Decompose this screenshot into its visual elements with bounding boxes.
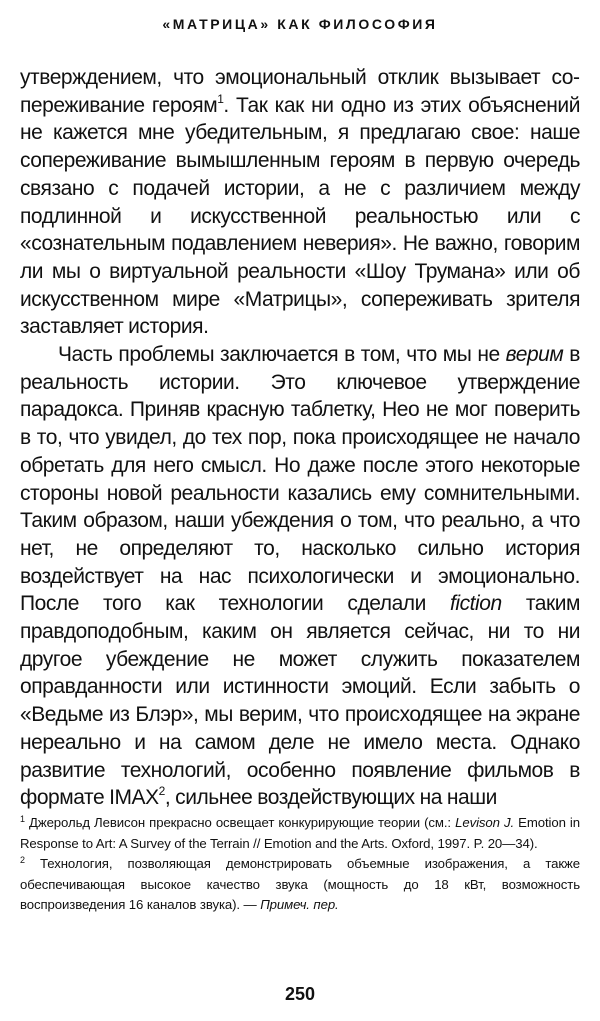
footnote-1-text-a: Джерольд Левисон прекрасно освещает конкурирующие теории (см.: xyxy=(29,815,456,830)
paragraph-2-text-b: в реальность истории. Это ключевое утверждение парадокса. Приняв красную таблетку, Нео не мог поверить в то, что увидел, до тех пор, пока происходящее не начало обретать для него смысл. Но даже после этого некоторые стороны новой реальности казались ему сомнительными. Таким образом, наши убеждения о том, что реально, а что нет, не определяют то, насколько сильно история воздействует на нас психологически и эмоционально. После того как технологии сделали xyxy=(20,343,580,616)
footnote-1 xyxy=(20,813,580,854)
footnote-2-number: 2 xyxy=(20,855,25,865)
footnote-2-text-a: Технология, позволяющая демонстрировать объемные изображения, а также обеспечивающая высокое качество звука (мощность до 18 кВт, возможность воспроизведения 16 каналов звука). — xyxy=(20,856,580,912)
paragraph-1 xyxy=(20,64,580,341)
emphasis-fiction: fiction xyxy=(450,592,502,616)
main-text xyxy=(20,64,580,812)
paragraph-2-text-c: таким правдоподобным, каким он является сейчас, ни то ни другое убеждение не может служить показателем оправданности или истинности эмоций. Если забыть о «Ведьме из Блэр», мы верим, что происходящее на экране нереально и на самом деле не имело места. Однако развитие технологий, особенно появление фильмов в формате IMAX xyxy=(20,592,580,810)
paragraph-2 xyxy=(20,341,580,812)
running-head: «МАТРИЦА» КАК ФИЛОСОФИЯ xyxy=(162,16,438,32)
emphasis-verim: верим xyxy=(505,343,564,367)
footnote-ref-2: 2 xyxy=(158,784,165,799)
paragraph-1-text-b: . Так как ни одно из этих объяснений не кажется мне убедительным, я предлагаю свое: наше сопереживание вымышленным героям в первую очередь связано с подачей истории, а не с различием между подлинной и искусственной реальностью или с «сознательным подавлением неверия». Не важно, говорим ли мы о виртуальной реальности «Шоу Трумана» или об искусственном мире «Матрицы», сопереживать зрителя заставляет история. xyxy=(20,93,580,339)
footnote-1-author: Levison J. xyxy=(455,815,515,830)
footnote-2 xyxy=(20,854,580,916)
paragraph-2-text-d: , сильнее воздействующих на наши xyxy=(164,786,497,810)
paragraph-1-text-a: утверждением, что эмоциональный отклик вызывает сопереживание героям xyxy=(20,66,580,117)
footnote-1-number: 1 xyxy=(20,814,25,824)
footnotes xyxy=(20,813,580,916)
paragraph-2-text-a: Часть проблемы заключается в том, что мы не xyxy=(58,343,506,367)
footnote-2-note: Примеч. пер. xyxy=(260,897,339,912)
footnote-1-text-b: Emotion in Response to Art: A Survey of the Terrain // Emotion and the Arts. Oxford, 1997. P. 20—34). xyxy=(20,815,580,851)
footnote-ref-1: 1 xyxy=(217,91,224,106)
page-number: 250 xyxy=(284,984,316,1004)
